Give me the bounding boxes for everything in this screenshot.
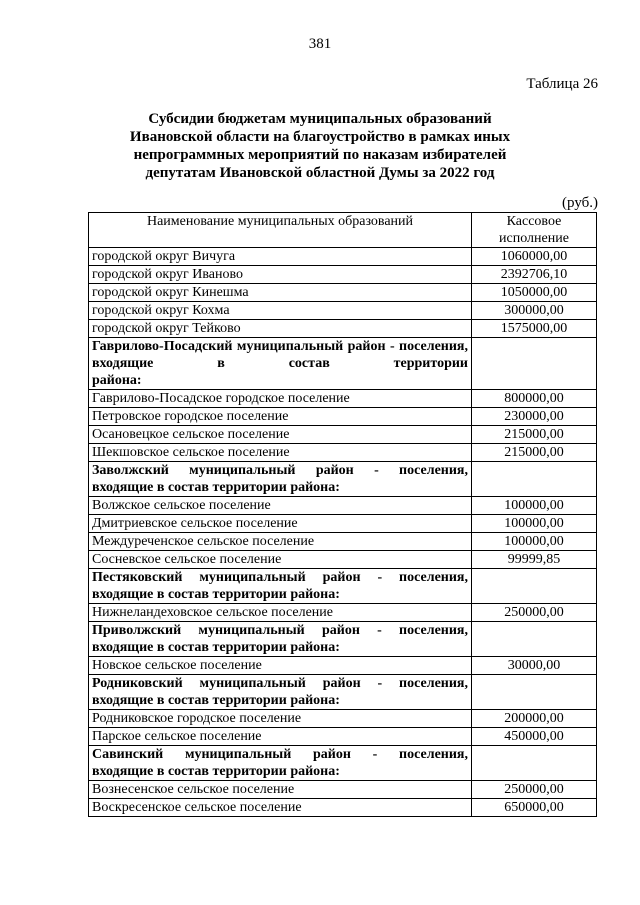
- header-value: Кассовое исполнение: [472, 213, 597, 248]
- group-name-cell: [89, 622, 472, 657]
- table-group-row: [89, 746, 597, 781]
- group-name-cell: [89, 462, 472, 497]
- table-group-row: [89, 569, 597, 604]
- row-value-cell: 250000,00: [472, 604, 597, 622]
- row-value-cell: 30000,00: [472, 657, 597, 675]
- title-line: Субсидии бюджетам муниципальных образований: [148, 111, 492, 127]
- table-row: [89, 390, 597, 408]
- table-row: [89, 408, 597, 426]
- row-value-cell: 1575000,00: [472, 320, 597, 338]
- table-label: Таблица 26: [526, 76, 598, 92]
- group-name-cell: [89, 675, 472, 710]
- table-row: [89, 284, 597, 302]
- group-name-line: района:: [92, 373, 142, 388]
- row-name-cell: Дмитриевское сельское поселение: [89, 515, 472, 533]
- group-value-cell: [472, 338, 597, 390]
- group-name-line: входящие в состав территории района:: [92, 693, 340, 708]
- group-value-cell: [472, 675, 597, 710]
- table-header-row: [89, 213, 597, 248]
- row-value-cell: 215000,00: [472, 444, 597, 462]
- row-value-cell: 200000,00: [472, 710, 597, 728]
- group-value-cell: [472, 746, 597, 781]
- group-value-cell: [472, 569, 597, 604]
- row-name-cell: городской округ Вичуга: [89, 248, 472, 266]
- row-name-cell: Сосневское сельское поселение: [89, 551, 472, 569]
- table-row: [89, 799, 597, 817]
- group-name-line: Пестяковский муниципальный район - поселения,: [92, 570, 468, 585]
- row-value-cell: 300000,00: [472, 302, 597, 320]
- table-row: [89, 320, 597, 338]
- row-value-cell: 215000,00: [472, 426, 597, 444]
- table-row: [89, 551, 597, 569]
- table-row: [89, 515, 597, 533]
- table-group-row: [89, 338, 597, 390]
- group-name-line: входящие в состав территории района:: [92, 480, 340, 495]
- row-name-cell: Воскресенское сельское поселение: [89, 799, 472, 817]
- title-line: депутатам Ивановской областной Думы за 2022 год: [145, 165, 495, 181]
- table-row: [89, 426, 597, 444]
- row-value-cell: 2392706,10: [472, 266, 597, 284]
- row-name-cell: городской округ Тейково: [89, 320, 472, 338]
- row-name-cell: Новское сельское поселение: [89, 657, 472, 675]
- table-row: [89, 533, 597, 551]
- row-name-cell: Вознесенское сельское поселение: [89, 781, 472, 799]
- row-name-cell: городской округ Кинешма: [89, 284, 472, 302]
- title-line: Ивановской области на благоустройство в рамках иных: [129, 129, 511, 145]
- row-name-cell: Волжское сельское поселение: [89, 497, 472, 515]
- table-row: [89, 657, 597, 675]
- title-line: непрограммных мероприятий по наказам избирателей: [133, 147, 507, 163]
- row-value-cell: 230000,00: [472, 408, 597, 426]
- group-name-line: входящие в состав территории района:: [92, 640, 340, 655]
- group-name-line: Приволжский муниципальный район - поселения,: [92, 623, 468, 638]
- table-row: [89, 248, 597, 266]
- table-row: [89, 444, 597, 462]
- row-value-cell: 250000,00: [472, 781, 597, 799]
- group-value-cell: [472, 462, 597, 497]
- row-name-cell: Шекшовское сельское поселение: [89, 444, 472, 462]
- units-label: (руб.): [562, 195, 598, 211]
- group-name-line: Родниковский муниципальный район - поселения,: [92, 676, 468, 691]
- row-value-cell: 99999,85: [472, 551, 597, 569]
- row-value-cell: 800000,00: [472, 390, 597, 408]
- group-name-cell: [89, 338, 472, 390]
- group-name-line: Заволжский муниципальный район - поселения,: [92, 463, 468, 478]
- row-value-cell: 450000,00: [472, 728, 597, 746]
- group-name-line: входящие в состав территории района:: [92, 587, 340, 602]
- row-value-cell: 1060000,00: [472, 248, 597, 266]
- table-body: [89, 248, 597, 817]
- table-row: [89, 781, 597, 799]
- row-name-cell: городской округ Кохма: [89, 302, 472, 320]
- row-value-cell: 100000,00: [472, 533, 597, 551]
- header-name: Наименование муниципальных образований: [89, 213, 472, 248]
- group-name-line: Савинский муниципальный район - поселения,: [92, 747, 468, 762]
- group-name-line: входящие в состав территории района:: [92, 764, 340, 779]
- row-name-cell: городской округ Иваново: [89, 266, 472, 284]
- row-name-cell: Парское сельское поселение: [89, 728, 472, 746]
- table-group-row: [89, 622, 597, 657]
- page-number: 381: [308, 36, 332, 52]
- subsidies-table: [88, 212, 597, 817]
- table-group-row: [89, 675, 597, 710]
- table-group-row: [89, 462, 597, 497]
- row-name-cell: Междуреченское сельское поселение: [89, 533, 472, 551]
- row-name-cell: Гаврилово-Посадское городское поселение: [89, 390, 472, 408]
- table-row: [89, 710, 597, 728]
- table-row: [89, 497, 597, 515]
- group-value-cell: [472, 622, 597, 657]
- group-name-line: Гаврилово-Посадский муниципальный район - поселения, входящие в состав территории: [92, 339, 468, 371]
- table-row: [89, 728, 597, 746]
- group-name-cell: [89, 569, 472, 604]
- row-name-cell: Нижнеландеховское сельское поселение: [89, 604, 472, 622]
- group-name-cell: [89, 746, 472, 781]
- table-row: [89, 266, 597, 284]
- row-name-cell: Петровское городское поселение: [89, 408, 472, 426]
- row-value-cell: 100000,00: [472, 497, 597, 515]
- row-value-cell: 1050000,00: [472, 284, 597, 302]
- table-row: [89, 302, 597, 320]
- row-name-cell: Осановецкое сельское поселение: [89, 426, 472, 444]
- row-value-cell: 650000,00: [472, 799, 597, 817]
- row-value-cell: 100000,00: [472, 515, 597, 533]
- document-title: [80, 110, 560, 182]
- row-name-cell: Родниковское городское поселение: [89, 710, 472, 728]
- table-row: [89, 604, 597, 622]
